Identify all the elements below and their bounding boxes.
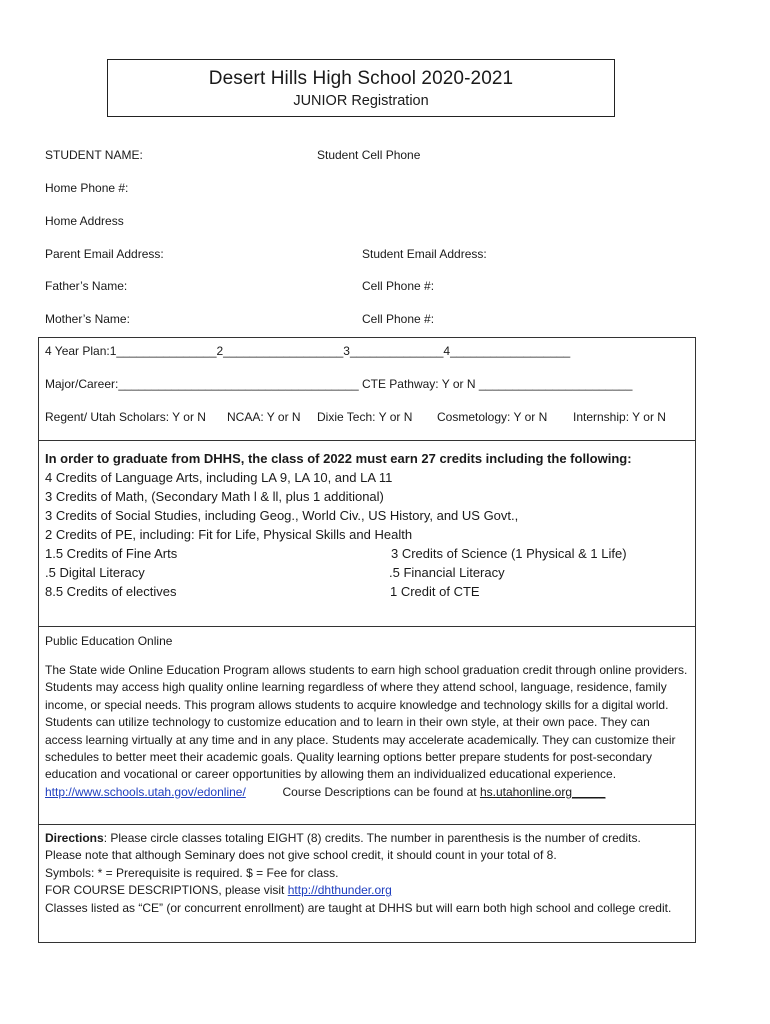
directions-line-3: Symbols: * = Prerequisite is required. $ = Fee for class. bbox=[45, 865, 339, 880]
requirement-social-studies: 3 Credits of Social Studies, including Geog., World Civ., US History, and US Govt., bbox=[45, 508, 519, 523]
father-cell-label: Cell Phone #: bbox=[362, 279, 435, 293]
requirement-fine-arts: 1.5 Credits of Fine Arts bbox=[45, 546, 178, 561]
directions-text bbox=[45, 830, 690, 917]
dixie-tech-option: Dixie Tech: Y or N bbox=[317, 410, 413, 424]
ncaa-option: NCAA: Y or N bbox=[227, 410, 301, 424]
directions-line-1: : Please circle classes totaling EIGHT (8) credits. The number in parenthesis is the number of credits. bbox=[103, 831, 641, 845]
course-descriptions-text: Course Descriptions can be found at bbox=[282, 784, 477, 799]
utahonline-link[interactable]: hs.utahonline.org bbox=[479, 784, 573, 799]
regent-option: Regent/ Utah Scholars: Y or N bbox=[45, 410, 206, 424]
directions-label: Directions bbox=[45, 831, 104, 845]
home-address-label: Home Address bbox=[45, 214, 124, 228]
mother-name-label: Mother’s Name: bbox=[45, 312, 130, 326]
directions-box bbox=[38, 824, 696, 943]
online-body: The State wide Online Education Program allows students to earn high school graduation credit through online providers. Students may access high quality online learning regardless of where they attend school, language, residence, family income, or special needs. This program allows students to acquire knowledge and technology skills for a digital world. Students can utilize technology to customize education and to learn in their own style, at their own pace. They can access learning virtually at any time and in any place. Students may accelerate academically. They can customize their schedules to better meet their academic goals. Quality learning options better prepare students for post-secondary education and vocational or career opportunities by allowing them an individualized educational experience. http://www.schools.utah.gov/edonline/ Course Descriptions can be found at hs.utahonline.org_____ bbox=[45, 663, 688, 799]
requirement-science: 3 Credits of Science (1 Physical & 1 Life) bbox=[391, 546, 627, 561]
requirement-electives: 8.5 Credits of electives bbox=[45, 584, 177, 599]
requirement-digital-literacy: .5 Digital Literacy bbox=[45, 565, 145, 580]
student-cell-label: Student Cell Phone bbox=[317, 148, 421, 162]
requirements-heading: In order to graduate from DHHS, the class of 2022 must earn 27 credits including the following: bbox=[45, 451, 632, 466]
parent-email-label: Parent Email Address: bbox=[45, 247, 164, 261]
father-name-label: Father’s Name: bbox=[45, 279, 128, 293]
page-subtitle: JUNIOR Registration bbox=[293, 93, 429, 109]
requirement-financial-literacy: .5 Financial Literacy bbox=[389, 565, 505, 580]
online-education-box bbox=[38, 626, 696, 825]
requirement-language-arts: 4 Credits of Language Arts, including LA 9, LA 10, and LA 11 bbox=[45, 470, 393, 485]
page-title: Desert Hills High School 2020-2021 bbox=[208, 68, 514, 89]
title-box bbox=[107, 59, 615, 117]
plan-box bbox=[38, 337, 696, 441]
online-heading: Public Education Online bbox=[45, 634, 173, 648]
internship-option: Internship: Y or N bbox=[573, 410, 666, 424]
directions-line-4: FOR COURSE DESCRIPTIONS, please visit bbox=[45, 883, 285, 898]
four-year-plan: 4 Year Plan:1_______________2__________________3______________4__________________ bbox=[45, 344, 571, 358]
cosmetology-option: Cosmetology: Y or N bbox=[437, 410, 548, 424]
directions-line-2: Please note that although Seminary does not give school credit, it should count in your total of 8. bbox=[45, 848, 557, 863]
major-career: Major/Career:____________________________________ CTE Pathway: Y or N _______________________ bbox=[45, 377, 633, 391]
edonline-link[interactable]: http://www.schools.utah.gov/edonline/ bbox=[45, 784, 246, 799]
student-name-label: STUDENT NAME: bbox=[45, 148, 143, 162]
home-phone-label: Home Phone #: bbox=[45, 181, 129, 195]
requirement-cte: 1 Credit of CTE bbox=[390, 584, 480, 599]
mother-cell-label: Cell Phone #: bbox=[362, 312, 435, 326]
online-body-text: The State wide Online Education Program allows students to earn high school graduation credit through online providers. Students may access high quality online learning regardless of where they attend school, language, residence, family income, or special needs. This program allows students to acquire knowledge and technology skills for a digital world. Students can utilize technology to customize education and to learn in their own style, at their own pace. They can access learning virtually at any time and in any place. Students may accelerate academically. They can customize their schedules to better meet their academic goals. Quality learning options better prepare students for post-secondary education and vocational or career opportunities by allowing them an individualized educational experience. bbox=[45, 663, 688, 782]
student-email-label: Student Email Address: bbox=[362, 247, 487, 261]
requirement-math: 3 Credits of Math, (Secondary Math l & ll, plus 1 additional) bbox=[45, 489, 384, 504]
directions-line-5: Classes listed as “CE” (or concurrent enrollment) are taught at DHHS but will earn both high school and college credit. bbox=[45, 900, 672, 915]
requirements-box bbox=[38, 440, 696, 627]
requirement-pe: 2 Credits of PE, including: Fit for Life, Physical Skills and Health bbox=[45, 527, 413, 542]
dhthunder-link[interactable]: http://dhthunder.org bbox=[287, 883, 392, 898]
